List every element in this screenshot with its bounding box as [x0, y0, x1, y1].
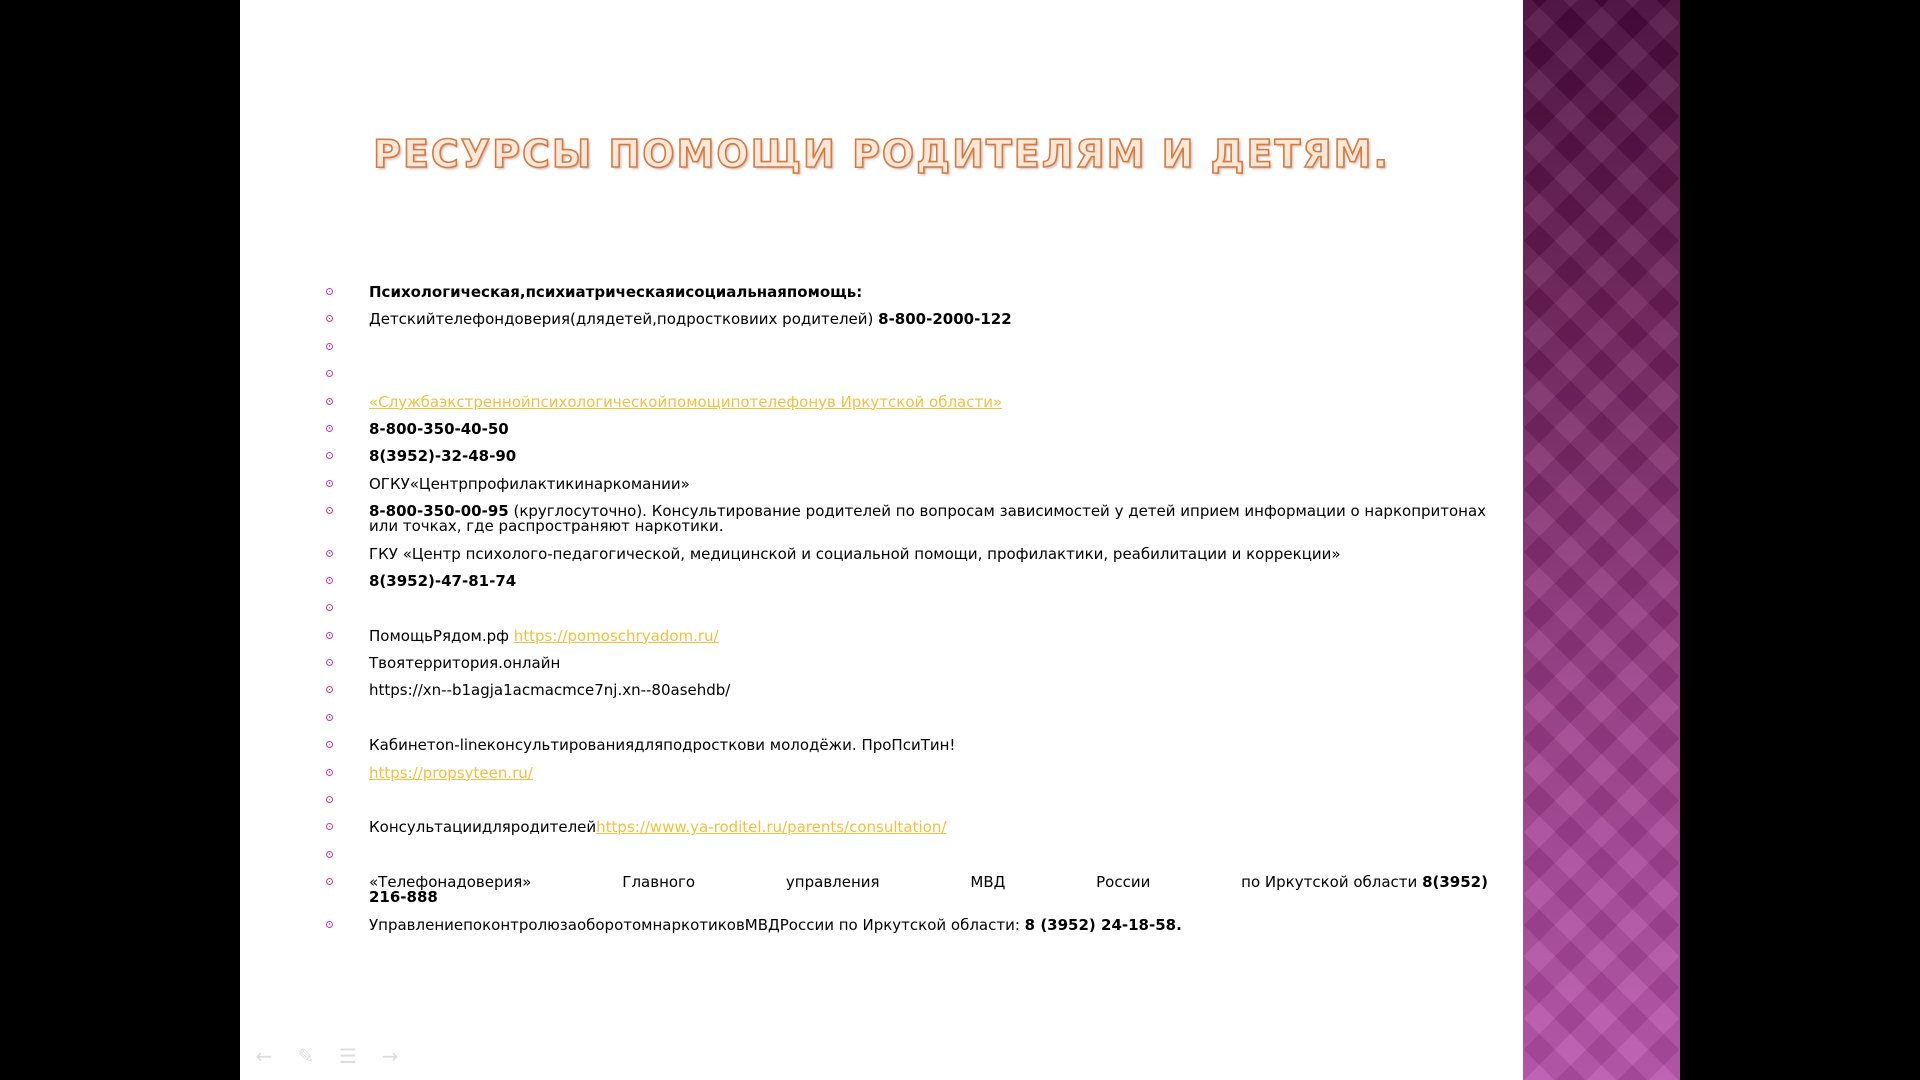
decorative-band: [1523, 0, 1680, 1080]
justified-line: [369, 875, 1488, 890]
list-item: [326, 875, 1488, 905]
list-item: [326, 571, 1488, 590]
word: Главного: [622, 873, 696, 892]
ya-roditel-link[interactable]: https://www.ya-roditel.ru/parents/consultation/: [596, 818, 947, 837]
list-item: [326, 419, 1488, 438]
bullet-icon: [326, 507, 333, 514]
item-phone: 8(3952)-47-81-74: [369, 571, 517, 590]
bullet-icon: [326, 796, 333, 803]
slideshow-nav: [252, 1044, 402, 1068]
pomoschryadom-link[interactable]: https://pomoschryadom.ru/: [513, 626, 719, 645]
list-item: [326, 601, 1488, 616]
word: управления: [785, 873, 880, 892]
bullet-icon: [326, 425, 333, 432]
bullet-icon: [326, 370, 333, 377]
slide: [240, 0, 1523, 1080]
bullet-icon: [326, 452, 333, 459]
list-item: [326, 367, 1488, 382]
list-item: [326, 312, 1488, 327]
bullet-icon: [326, 741, 333, 748]
bullet-icon: [326, 714, 333, 721]
word: по Иркутской области: [1241, 873, 1423, 892]
item-phone: 8(3952): [1422, 873, 1488, 892]
list-item: [326, 711, 1488, 726]
item-phone: 8 (3952) 24-18-58.: [1024, 915, 1182, 934]
bullet-icon: [326, 288, 333, 295]
item-text: УправлениепоконтролюзаоборотомнаркотиковМВДРоссии по Иркутской области:: [369, 915, 1025, 934]
bullet-icon: [326, 632, 333, 639]
list-item: [326, 474, 1488, 493]
next-arrow-icon[interactable]: →: [381, 1044, 399, 1068]
item-phone: 8-800-350-00-95: [369, 502, 509, 521]
bullet-icon: [326, 769, 333, 776]
list-item: [326, 449, 1488, 464]
item-phone: 8-800-2000-122: [878, 310, 1012, 329]
list-item: [326, 285, 1488, 300]
resource-list: [326, 285, 1488, 945]
word: «Телефонадоверия»: [369, 873, 532, 892]
item-text: Кабинетon-lineконсультированиядляподросткови молодёжи. ПроПсиТин!: [369, 736, 956, 755]
list-item: [326, 656, 1488, 671]
item-text: ГКУ «Центр психолого-педагогической, медицинской и социальной помощи, профилактики, реабилитации и коррекции»: [369, 544, 1341, 563]
list-item: [326, 392, 1488, 411]
item-text: ПомощьРядом.рф: [369, 626, 514, 645]
item-phone: 216-888: [369, 888, 438, 907]
prev-arrow-icon[interactable]: ←: [255, 1044, 273, 1068]
list-item: [326, 683, 1488, 698]
propsyteen-link[interactable]: https://propsyteen.ru/: [369, 763, 533, 782]
item-text: ОГКУ«Центрпрофилактикинаркомании»: [369, 474, 690, 493]
slide-title: РЕСУРСЫ ПОМОЩИ РОДИТЕЛЯМ И ДЕТЯМ.: [373, 132, 1390, 176]
list-item: [326, 504, 1488, 534]
bullet-icon: [326, 686, 333, 693]
bullet-icon: [326, 480, 333, 487]
list-item: [326, 820, 1488, 835]
bullet-icon: [326, 398, 333, 405]
word: России: [1096, 873, 1151, 892]
list-item: [326, 848, 1488, 863]
list-item: [326, 763, 1488, 782]
word: МВД: [970, 873, 1006, 892]
bullet-icon: [326, 878, 333, 885]
bullet-icon: [326, 851, 333, 858]
item-text: Детскийтелефондоверия(длядетей,подростковиих родителей): [369, 310, 879, 329]
list-item: [326, 915, 1488, 934]
list-item: [326, 793, 1488, 808]
item-phone: 8(3952)-32-48-90: [369, 447, 517, 466]
menu-icon[interactable]: ☰: [339, 1044, 357, 1068]
list-item: [326, 626, 1488, 645]
item-text: Психологическая,психиатрическаяисоциальнаяпомощь:: [369, 283, 863, 301]
bullet-icon: [326, 921, 333, 928]
list-item: [326, 738, 1488, 753]
item-text: (круглосуточно). Консультирование родителей по вопросам зависимостей у детей иприем информации о наркопритонах или точках, где распространяют наркотики.: [369, 502, 1487, 536]
bullet-icon: [326, 659, 333, 666]
bullet-icon: [326, 823, 333, 830]
list-item: [326, 340, 1488, 355]
item-text: Твоятерритория.онлайн: [369, 654, 561, 673]
bullet-icon: [326, 604, 333, 611]
item-text: Консультациидляродителей: [369, 818, 597, 837]
bullet-icon: [326, 550, 333, 557]
word-with-phone: [1241, 875, 1488, 890]
pen-icon[interactable]: ✎: [297, 1044, 315, 1068]
emergency-service-link[interactable]: «Службаэкстреннойпсихологическойпомощипотелефонув Иркутской области»: [369, 392, 1003, 411]
item-text: https://xn--b1agja1acmacmce7nj.xn--80asehdb/: [369, 681, 731, 700]
bullet-icon: [326, 343, 333, 350]
bullet-icon: [326, 577, 333, 584]
item-phone: 8-800-350-40-50: [369, 419, 509, 438]
bullet-icon: [326, 315, 333, 322]
list-item: [326, 544, 1488, 563]
